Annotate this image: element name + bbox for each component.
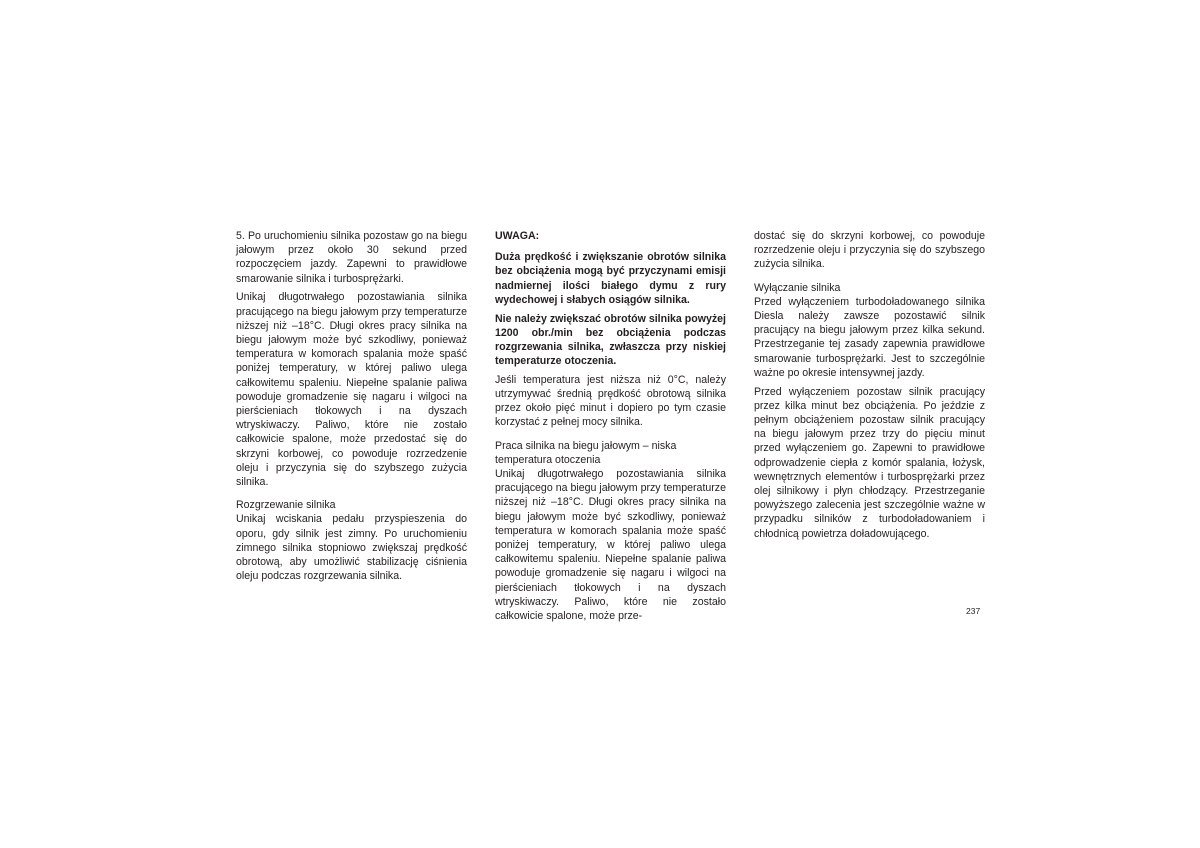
paragraph-cooldown: Przed wyłączeniem pozostaw silnik pracujący przez kilka minut bez obciążenia. Po jeździe z pełnym obciążeniem pozostaw silnik pracujący na biegu jałowym przez trzy do pięciu minut przed wyłączeniem go. Zapewni to prawidłowe odprowadzenie ciepła z komór spalania, łożysk, wewnętrznych elementów i turbosprężarki przez olej silnikowy i płyn chłodzący. Przestrzeganie powyższego zalecenia jest szczególnie ważne w przypadku silników z turbodoładowaniem i chłodnicą powietrza doładowującego. (754, 385, 985, 540)
paragraph-engine-warmup: Unikaj wciskania pedału przyspieszenia do oporu, gdy silnik jest zimny. Po uruchomieniu zimnego silnika stopniowo zwiększaj prędkość obrotową, aby umożliwić stabilizację ciśnienia oleju podczas rozgrzewania silnika. (236, 513, 467, 583)
paragraph-idle-after-start: 5. Po uruchomieniu silnika pozostaw go na biegu jałowym przez około 30 sekund przed rozpoczęciem jazdy. Zapewni to prawidłowe smarowanie silnika i turbosprężarki. (236, 230, 467, 285)
warning-rpm-limit: Nie należy zwiększać obrotów silnika powyżej 1200 obr./min bez obciążenia podczas rozgrzewania silnika, zwłaszcza przy niskiej temperaturze otoczenia. (495, 312, 726, 368)
heading-idle-low-temperature: Praca silnika na biegu jałowym – niska temperatura otoczenia (495, 439, 677, 466)
text-column-right (754, 229, 985, 545)
text-column-middle (495, 229, 726, 628)
paragraph-long-idle-warning: Unikaj długotrwałego pozostawiania silnika pracującego na biegu jałowym przy temperaturze niższej niż –18°C. Długi okres pracy silnika na biegu jałowym może być szkodliwy, ponieważ temperatura w komorach spalania może spaść poniżej temperatury, w której paliwo ulega całkowitemu spaleniu. Niepełne spalanie paliwa powoduje gromadzenie się nagaru i wilgoci na pierścieniach tłokowych i na dyszach wtryskiwaczy. Paliwo, które nie zostało całkowicie spalone, może przedostać się do skrzyni korbowej, co powoduje rozrzedzenie oleju i przyczynia się do szybszego zużycia silnika. (236, 291, 467, 488)
page-number: 237 (966, 606, 981, 616)
paragraph-continuation: dostać się do skrzyni korbowej, co powoduje rozrzedzenie oleju i przyczynia się do szybszego zużycia silnika. (754, 230, 985, 271)
paragraph-low-temperature: Jeśli temperatura jest niższa niż 0°C, należy utrzymywać średnią prędkość obrotową silnika przez około pięć minut i dopiero po tym czasie korzystać z pełnej mocy silnika. (495, 373, 726, 429)
paragraph-turbo-shutdown: Przed wyłączeniem turbodoładowanego silnika Diesla należy zawsze pozostawić silnik pracujący na biegu jałowym przez kilka sekund. Przestrzeganie tej zasady zapewnia prawidłowe smarowanie turbosprężarki. Jest to szczególnie ważne po okresie intensywnej jazdy. (754, 295, 985, 379)
heading-engine-warmup: Rozgrzewanie silnika (236, 499, 336, 512)
paragraph-idle-low-temperature: Unikaj długotrwałego pozostawiania silnika pracującego na biegu jałowym przy temperaturze niższej niż –18°C. Długi okres pracy silnika na biegu jałowym może być szkodliwy, ponieważ temperatura w komorach spalania może spaść poniżej temperatury, w której paliwo ulega całkowitemu spaleniu. Niepełne spalanie paliwa powoduje gromadzenie się nagaru i wilgoci na pierścieniach tłokowych i na dyszach wtryskiwaczy. Paliwo, które nie zostało całkowicie spalone, może prze- (495, 468, 726, 623)
text-column-left (236, 229, 467, 588)
heading-engine-shutdown: Wyłączanie silnika (754, 281, 841, 294)
warning-title: UWAGA: (495, 230, 540, 242)
warning-white-smoke: Duża prędkość i zwiększanie obrotów silnika bez obciążenia mogą być przyczynami emisji nadmiernej ilości białego dymu z rury wydechowej i słabych osiągów silnika. (495, 251, 726, 306)
